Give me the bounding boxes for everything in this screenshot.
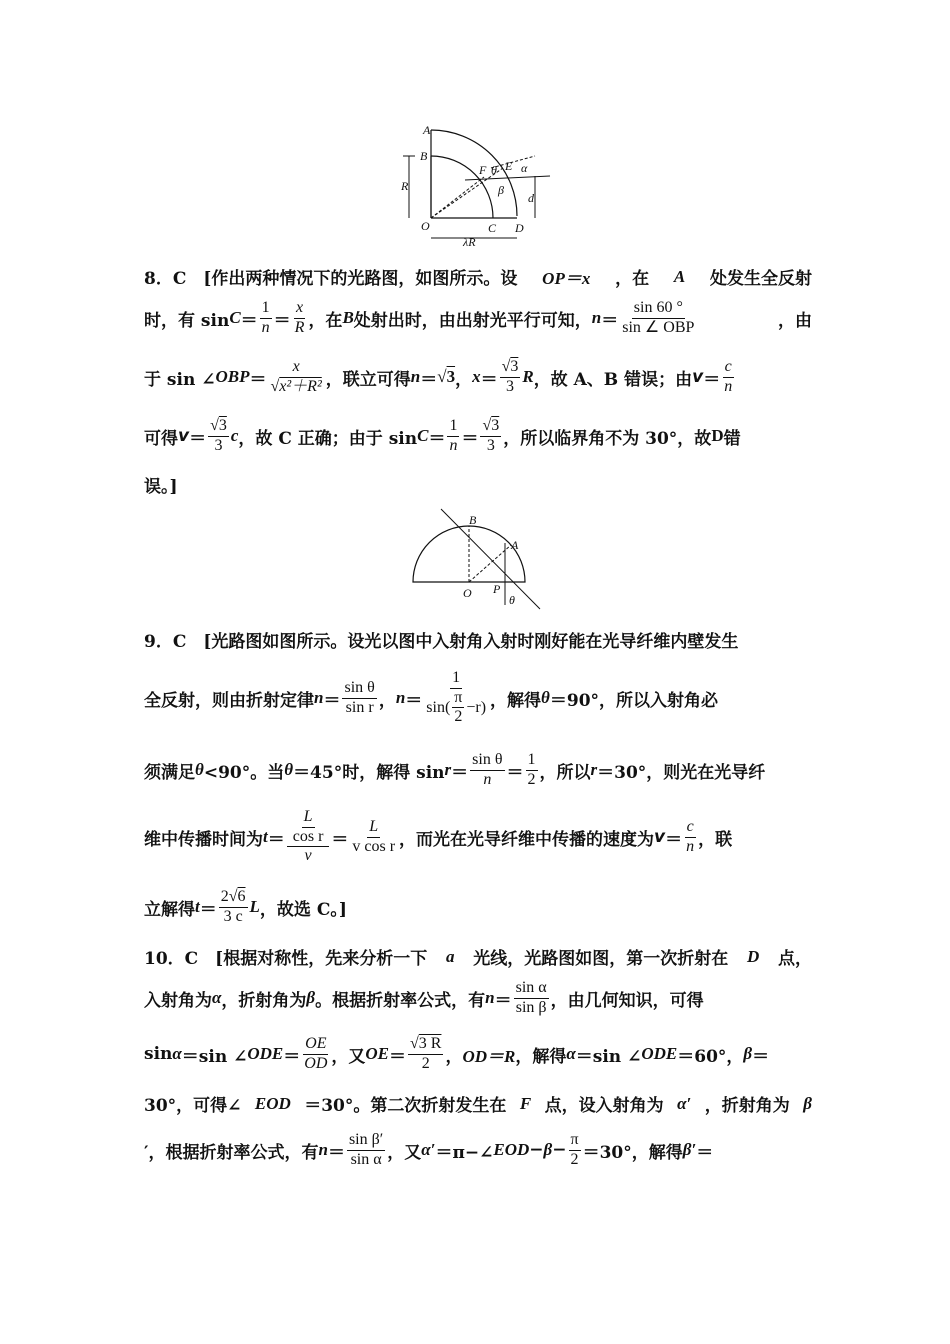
q8-line-3 (144, 355, 812, 399)
fig1-label-lambda-r: λR (463, 235, 476, 249)
q10-text: ′，根据折射率公式，有 (144, 1142, 319, 1163)
q9-var: n (395, 688, 406, 707)
q9-frac-time (287, 809, 330, 865)
q9-text: ，联 (698, 829, 733, 850)
q8-frac-sqrt3-3c (480, 418, 501, 455)
q8-text: ，故 C 正确；由于 sin (238, 428, 418, 449)
q8-var: C (229, 308, 241, 327)
q10-text: ＝ (752, 1046, 770, 1067)
q9-var: θ (284, 760, 294, 779)
q9-eq: ＝ (665, 829, 683, 850)
q9-var: t (195, 897, 200, 916)
q10-var: β′ (682, 1140, 697, 1159)
q9-text: ，解得 (490, 690, 542, 711)
fig1-label-C: C (488, 221, 497, 235)
q8-text: ，在 (615, 269, 650, 289)
q9-var: r (590, 760, 598, 779)
den: √x²＋R² (270, 377, 322, 395)
q9-frac-sin (342, 680, 376, 717)
q9-eq: ＝ (405, 690, 423, 711)
q8-text: ， (455, 369, 473, 390)
inner (291, 809, 326, 846)
q10-var: α (172, 1044, 182, 1063)
q9-eq: ＝ (199, 899, 217, 920)
q8-text: ，在 (308, 310, 343, 331)
q9-var: r (444, 760, 452, 779)
q10-eq: ＝ (283, 1046, 301, 1067)
den: n (449, 436, 458, 454)
q9-text: ，所以 (539, 762, 591, 783)
q10-var: EOD (254, 1093, 291, 1113)
q10-var: OD＝R (462, 1046, 516, 1066)
num: 1 (450, 670, 462, 689)
q9-eq: ＝ (331, 829, 349, 850)
den: 2 (570, 1150, 579, 1168)
radicand: 6 (237, 887, 246, 905)
q10-var: β (803, 1093, 812, 1113)
q8-var-v: v (692, 367, 704, 387)
q10-text: ＝60°， (677, 1046, 744, 1067)
q8-text: 处发生全反射 (709, 269, 812, 289)
q10-var: β (306, 988, 316, 1007)
q8-frac-1-n (260, 300, 272, 337)
q8-text: 8．C [作出两种情况下的光路图，如图所示。设 (144, 269, 518, 289)
q10-var: α (212, 988, 222, 1007)
q10-frac-oe-od (302, 1036, 329, 1073)
den: v (304, 847, 312, 865)
q8-eq: ＝ (420, 369, 438, 390)
fig2-label-theta: θ (509, 593, 515, 607)
fig1-label-D: D (515, 221, 524, 235)
fig2-label-P: P (493, 582, 501, 596)
den: cos r (292, 827, 324, 845)
num: sin 60 ° (632, 300, 685, 319)
fig2-label-B: B (469, 513, 477, 527)
q8-line-1 (144, 264, 812, 289)
fig1-label-F: F (479, 163, 487, 177)
q8-point-a: A (673, 266, 686, 286)
num: √3 R (408, 1036, 443, 1055)
q8-text: ，由 (778, 310, 812, 331)
q9-var: n (314, 688, 324, 707)
num: x (294, 300, 305, 319)
q10-frac-sqrt3r (408, 1036, 443, 1073)
num: sin α (514, 980, 549, 999)
den: sin( $\frac{\pi}{2}$ −r) (426, 688, 487, 726)
q8-text: ，联立可得 (325, 369, 411, 390)
figure-2-semicircle (405, 505, 550, 610)
fig1-label-O: O (421, 219, 430, 233)
q9-text: ＝90°，所以入射角必 (549, 690, 719, 711)
q10-var: n (318, 1140, 328, 1159)
q10-var: α′ (677, 1093, 692, 1113)
q8-eq: ＝ (601, 310, 619, 331)
q10-text: 。根据折射率公式，有 (315, 990, 486, 1011)
num: 1 (260, 300, 272, 319)
num: π (569, 1132, 581, 1151)
q8-var: x (472, 367, 481, 386)
q10-text: ＝30°，解得 (582, 1142, 683, 1163)
num: √3 (500, 359, 521, 378)
q10-text: ，又 (387, 1142, 422, 1163)
q9-eq: ＝ (506, 762, 524, 783)
q10-text: ＝30°。第二次折射发生在 (304, 1096, 507, 1116)
q9-var: L (249, 897, 260, 916)
radicand: 3 R (418, 1034, 442, 1052)
q10-var: α (566, 1044, 576, 1063)
q9-text: 须满足 (144, 762, 195, 783)
q10-text: 30°，可得∠ (144, 1096, 242, 1116)
q8-text: 可得 (144, 428, 178, 449)
den: 3 (214, 436, 223, 454)
q8-op: OP＝x (542, 269, 591, 288)
q8-text: ，故 A、B 错误；由 (533, 369, 693, 390)
q10-var: n (485, 988, 495, 1007)
pi-over-2 (452, 690, 464, 727)
fig1-label-B: B (420, 149, 428, 163)
q10-var: a (445, 946, 455, 966)
q10-var: ODE (641, 1044, 678, 1063)
q9-frac-1-sin (424, 670, 488, 726)
q10-point-d: D (746, 946, 760, 966)
q9-text: ＝45°时，解得 sin (293, 762, 445, 783)
q10-var: β (743, 1044, 753, 1063)
q10-text: ＝π−∠ (435, 1142, 494, 1163)
fig1-label-d: d (528, 191, 534, 205)
q10-text: ，又 (331, 1046, 366, 1067)
q10-text: ＝sin ∠ (181, 1046, 248, 1067)
fig1-label-theta: θ (491, 163, 497, 177)
q8-frac-sqrt (268, 359, 323, 396)
q9-var-v: v (654, 827, 666, 847)
den: 2 (454, 708, 463, 726)
q8-var: n (591, 308, 602, 327)
q9-line-1 (144, 627, 812, 652)
q9-var: θ (541, 688, 550, 707)
q8-frac-x-r (293, 300, 307, 337)
fig1-label-A: A (423, 123, 431, 137)
radicand: 3 (510, 357, 519, 375)
q9-frac-sin-n (470, 752, 504, 789)
q8-var: n (410, 367, 421, 386)
q8-line-2 (144, 298, 812, 338)
q10-line-2 (144, 976, 812, 1020)
q8-var: C (417, 426, 429, 445)
coef: 2 (220, 887, 229, 905)
q8-line-5 (144, 472, 812, 497)
q9-text: ， (378, 690, 396, 711)
q8-eq: ＝ (461, 428, 479, 449)
q10-frac-pi-2 (569, 1132, 581, 1169)
q8-line-4 (144, 414, 812, 458)
num: OE (303, 1036, 328, 1055)
q10-text: − (529, 1140, 544, 1160)
q9-text: <90°。当 (203, 762, 285, 783)
q10-line-4 (144, 1091, 812, 1116)
q9-text: ＝30°，则光在光导纤 (597, 762, 766, 783)
num: √3 (208, 418, 229, 437)
q8-text: 错 (723, 428, 741, 449)
q9-line-5 (144, 883, 812, 931)
figure-1-quarter-circle (395, 120, 565, 250)
den: 3 (486, 436, 495, 454)
q9-eq: ＝ (267, 829, 285, 850)
num: √3 (480, 418, 501, 437)
q8-eq: ＝ (189, 428, 207, 449)
den: 2 (527, 770, 536, 788)
q8-var: OBP (215, 367, 250, 386)
q10-line-1 (144, 944, 812, 969)
q8-text: 处射出时，由出射光平行可知， (353, 310, 592, 331)
q8-eq: ＝ (428, 428, 446, 449)
q8-text: ，所以临界角不为 30°，故 (503, 428, 712, 449)
num: sin θ (470, 752, 504, 771)
den: n (686, 837, 695, 855)
fig2-label-A: A (511, 538, 519, 552)
q9-var: t (263, 827, 268, 846)
q10-text: ，由几何知识，可得 (550, 990, 704, 1011)
q10-line-3 (144, 1032, 812, 1076)
q10-var: ODE (247, 1044, 284, 1063)
q10-point-f: F (519, 1093, 532, 1113)
q9-frac-answer (219, 889, 248, 926)
minus-r: −r (466, 698, 481, 716)
radicand: 3 (446, 367, 456, 386)
q9-text: ，故选 C。] (259, 899, 347, 920)
q10-text: ，折射角为 (704, 1096, 790, 1116)
q10-text: 点， (777, 949, 812, 969)
q8-text: 误。] (144, 477, 178, 497)
q9-eq: ＝ (451, 762, 469, 783)
q8-frac-c-n (722, 359, 734, 396)
q8-frac-sqrt3-3b (208, 418, 229, 455)
q10-text: sin (144, 1044, 173, 1064)
den: n (261, 318, 270, 336)
fig1-label-beta: β (498, 183, 504, 197)
num: x (291, 359, 302, 378)
q8-eq: ＝ (703, 369, 721, 390)
num: sin θ (342, 680, 376, 699)
radicand: 3 (218, 416, 227, 434)
q9-eq: ＝ (323, 690, 341, 711)
den: v cos r (352, 837, 396, 855)
q10-var: OE (365, 1044, 389, 1063)
q10-text: ＝sin ∠ (575, 1046, 642, 1067)
q9-frac-half (526, 752, 538, 789)
q9-text: 维中传播时间为 (144, 829, 263, 850)
q10-text: ＝ (696, 1142, 714, 1163)
num: L (302, 809, 315, 828)
q9-text: 立解得 (144, 899, 195, 920)
sin: sin (426, 698, 445, 716)
den: n (724, 377, 733, 395)
q10-var: α′ (421, 1140, 436, 1159)
q10-text: 点，设入射角为 (544, 1096, 664, 1116)
q10-text: 光线，光路图如图，第一次折射在 (473, 949, 729, 969)
q9-text: 9．C [光路图如图所示。设光以图中入射角入射时刚好能在光导纤维内壁发生 (144, 632, 739, 652)
num (287, 809, 330, 848)
q10-text: ，解得 (515, 1046, 567, 1067)
den: R (294, 318, 305, 336)
q10-text: ， (445, 1046, 463, 1067)
q10-line-5 (144, 1126, 812, 1174)
q9-frac-c-n (684, 819, 696, 856)
q10-var: β (543, 1140, 553, 1159)
q10-text: 入射角为 (144, 990, 212, 1011)
num: c (723, 359, 734, 378)
den: sin r (345, 698, 374, 716)
q8-eq: ＝ (480, 369, 498, 390)
q9-frac-l-vcos (350, 819, 397, 856)
num: 1 (526, 752, 538, 771)
q10-eq: ＝ (389, 1046, 406, 1067)
q8-sqrt3: √3 (437, 367, 456, 386)
q9-text: 全反射，则由折射定律 (144, 690, 314, 711)
fig1-label-E: E (505, 159, 513, 173)
radicand: 3 (491, 416, 500, 434)
fig1-label-alpha: α (521, 161, 528, 175)
q10-eq: ＝ (327, 1142, 345, 1163)
q8-var: c (230, 426, 239, 445)
q9-line-3 (144, 748, 812, 792)
q8-point-b: B (342, 308, 354, 327)
q8-var-v: v (178, 426, 190, 446)
q8-text: 于 sin ∠ (144, 369, 216, 390)
q9-line-2 (144, 665, 812, 731)
q9-line-4 (144, 802, 812, 872)
q8-eq: ＝ (240, 310, 258, 331)
q8-frac-sqrt3-3 (500, 359, 521, 396)
q8-frac-sin60 (620, 300, 696, 337)
den: 3 c (223, 907, 243, 925)
den: sin β (515, 998, 547, 1016)
den: n (483, 770, 492, 788)
q9-text: ，而光在光导纤维中传播的速度为 (399, 829, 655, 850)
num: π (452, 690, 464, 709)
den: sin ∠ OBP (622, 318, 695, 336)
q10-text: − (552, 1140, 567, 1160)
fig1-label-R: R (401, 179, 409, 193)
num: L (367, 819, 380, 838)
q8-eq: ＝ (273, 310, 291, 331)
radicand: x²＋R² (279, 377, 322, 395)
num: c (685, 819, 696, 838)
den: sin α (350, 1150, 382, 1168)
num: 1 (447, 418, 459, 437)
q8-frac-1-n-b (447, 418, 459, 455)
q9-var: θ (195, 760, 204, 779)
q10-text: ，折射角为 (221, 990, 307, 1011)
q8-eq: ＝ (249, 369, 267, 390)
q10-var: EOD (493, 1140, 530, 1159)
num: 2√6 (219, 889, 248, 908)
q10-text: 10．C [根据对称性，先来分析一下 (144, 949, 428, 969)
den: 2 (421, 1054, 430, 1072)
q8-var: R (522, 367, 534, 386)
q10-frac-sin-ab (514, 980, 549, 1017)
fig2-label-O: O (463, 586, 472, 600)
q10-eq: ＝ (494, 990, 512, 1011)
den: OD (304, 1054, 328, 1072)
den: 3 (505, 377, 514, 395)
q10-frac-sinbetap (347, 1132, 385, 1169)
q8-option-d: D (711, 426, 724, 445)
num: sin β′ (347, 1132, 385, 1151)
q8-text: 时，有 sin (144, 310, 230, 331)
